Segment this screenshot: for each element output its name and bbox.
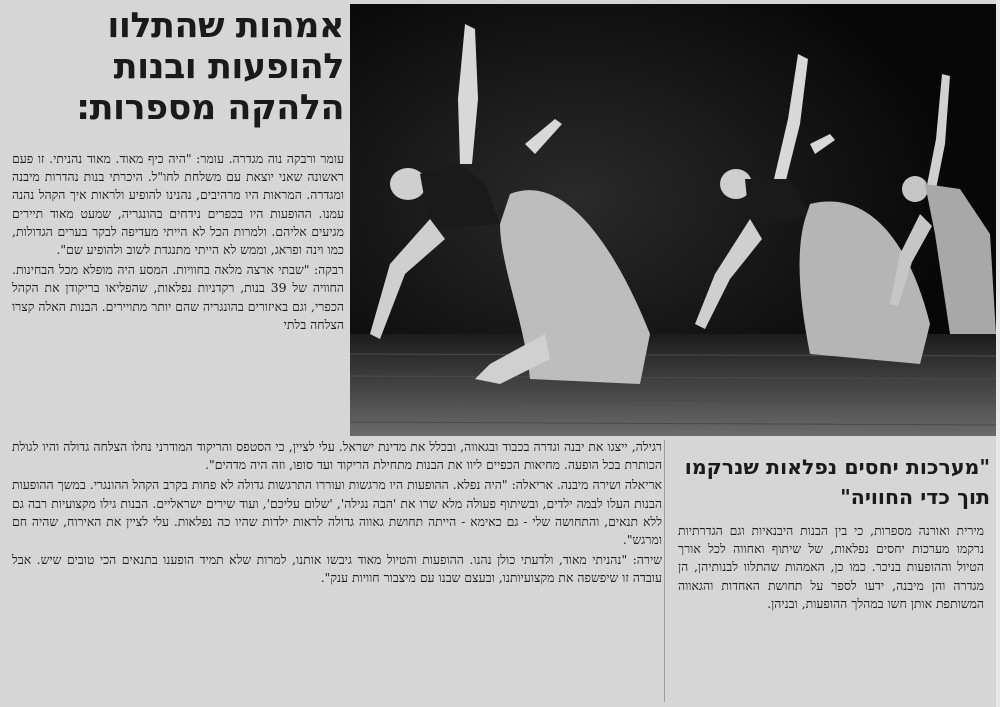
paragraph-rivka: רבקה: "שבתי ארצה מלאה בחוויות. המסע היה מופלא מכל הבחינות. החוויה של 39 בנות, רקדניות נפלאות, שהפליאו בריקודן את הקהל הכפרי, וגם באיזורים בהונגריה שהם יותר מתויירים. הבנות האלה קצרו הצלחה בלתי	[12, 262, 345, 332]
paragraph-omer: עומר ורבקה נוה מגדרה. עומר: "היה כיף מאוד. מאוד נהניתי. זו פעם ראשונה שאני יוצאת עם משלחת לחו"ל. היכרתי בנות נהדרות מיבנה ומגדרה. המראות היו מרהיבים, נהנינו להופיע ולראות איך הקהל נהנה עמנו. ההופעות היו בכפרים נידחים בהונגריה, שמעט מאוד תיירים מגיעים אליהם. ולמרות הכל לא הייתי מעדיפה לבקר בערים הגדולות, כמו וינה ופראג, וממש לא הייתי מתנגדת לשוב ולהופיע שם".	[12, 151, 344, 258]
page-edge	[996, 0, 1000, 707]
paragraph-mirit-orna: מירית ואורנה מספרות, כי בין הבנות היבנאיות וגם הגדרתיות נרקמו מערכות יחסים נפלאות, של שיתוף ואחווה לכל אורך הטיול וההופעות בניכר. כמו כן, האמהות שהתלוו לבנותיהן, הן מגדרה והן מיבנה, ידעו לספר על תחושת האחדות והגאווה המשותפת אותן חשו במהלך ההופעות, ובניהן.	[678, 523, 984, 611]
lower-column-text	[12, 438, 662, 700]
paragraph-ariela: אריאלה ושירה מיבנה. אריאלה: "היה נפלא. ההופעות היו מרגשות ועוררו התרגשות גדולה לא פחות בקרב הקהל ההונגרי. במשך ההופעות הבנות העלו לבמה ילדים, ובשיתוף פעולה מלא שרו את 'הבה נגילה', 'שלום עליכם', ועוד שירים ישראליים. הבנות גילו מקצועיות רבה גם ללא תנאים, והתחושה שלי - גם כאימא - הייתה תחושת גאווה גדולה לראות ילדות שהיו כה נפלאות. עלי לציין את האירוח, שהיה חם ומרגש".	[12, 477, 662, 548]
article-headline: אמהות שהתלוו להופעות ובנות הלהקה מספרות:	[76, 6, 344, 128]
left-column-text	[12, 150, 344, 480]
dancers-photo	[350, 4, 996, 436]
headline-block	[8, 6, 344, 131]
right-column-text	[678, 522, 984, 702]
paragraph-shira: שירה: "נהניתי מאוד, ולדעתי כולן נהנו. ההופעות והטיול מאוד גיבשו אותנו, למרות שלא תמיד הופענו בתנאים הכי טובים שיש. אבל עובדה זו שיפשפה את מקצועיותנו, ובעצם שבנו עם מיצבור חוויות ענק".	[12, 552, 662, 586]
sub-headline: "מערכות יחסים נפלאות שנרקמו תוך כדי החוויה"	[684, 455, 990, 509]
paragraph-rivka-continued: רגילה, ייצגו את יבנה וגדרה בכבוד ובגאווה, ובכלל את מדינת ישראל. עלי לציין, כי הסטפס והריקוד המודרני נחלו הצלחה גדולה והיו לגולת הכותרת בכל הופעה. מחיאות הכפיים ליוו את הבנות מתחילת הריקוד ועד סופו, וזה היה מדהים".	[12, 439, 662, 473]
column-divider	[664, 440, 665, 702]
dancers-illustration	[350, 4, 996, 436]
